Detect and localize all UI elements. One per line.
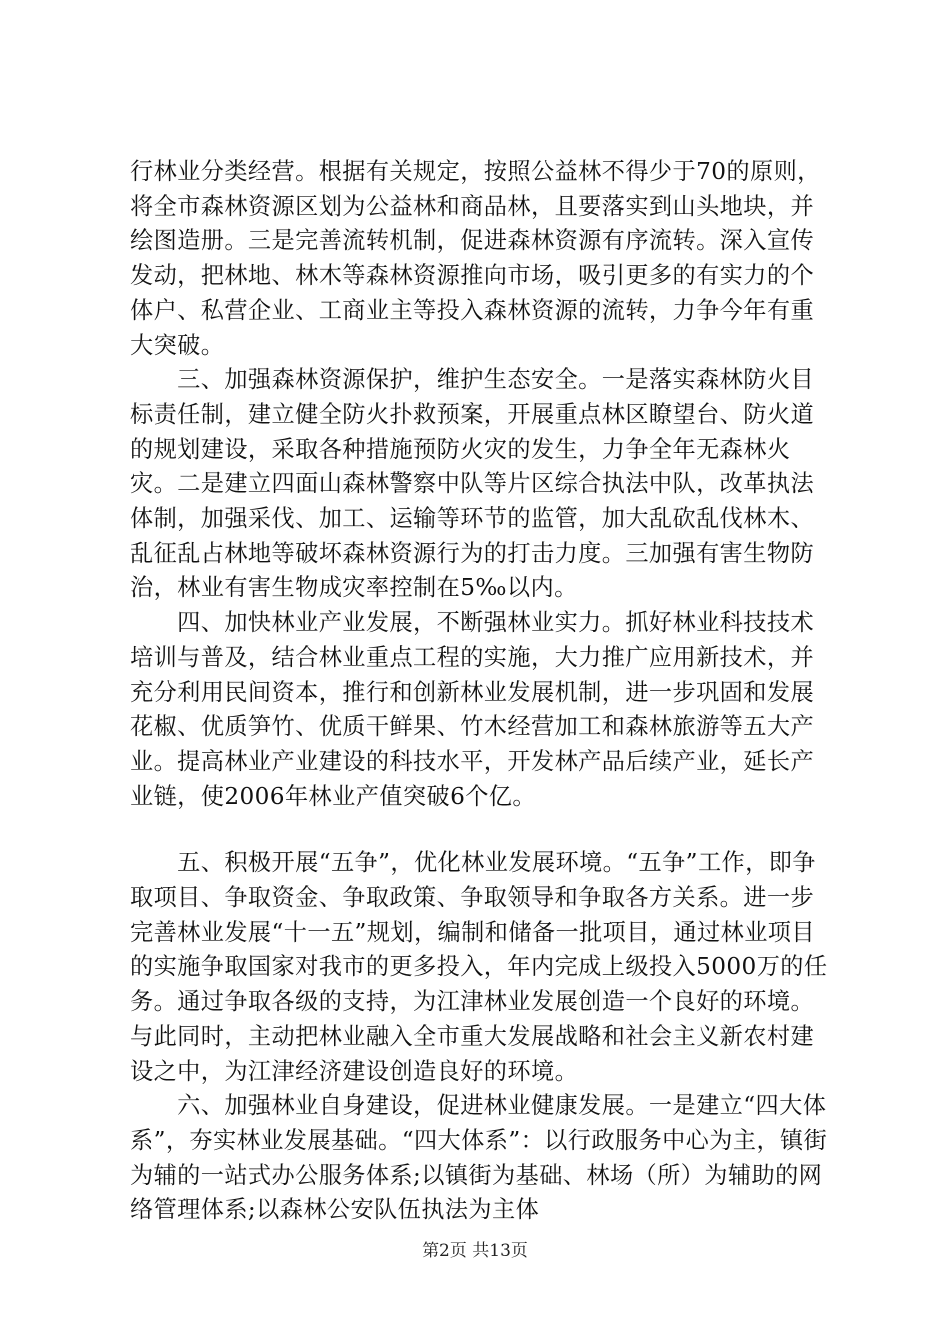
paragraph-forest-protection: 三、加强森林资源保护，维护生态安全。一是落实森林防火目标责任制，建立健全防火扑救预案，开展重点林区瞭望台、防火道的规划建设，采取各种措施预防火灾的发生，力争全年无森林火灾。二是建立四面山森林警察中队等片区综合执法中队，改革执法体制，加强采伐、加工、运输等环节的监管，加大乱砍乱伐林木、乱征乱占林地等破坏森林资源行为的打击力度。三加强有害生物防治，林业有害生物成灾率控制在5‰以内。 bbox=[130, 366, 815, 602]
document-body bbox=[130, 155, 830, 1228]
paragraph-self-construction: 六、加强林业自身建设，促进林业健康发展。一是建立“四大体系”，夯实林业发展基础。“四大体系”：以行政服务中心为主，镇街为辅的一站式办公服务体系;以镇街为基础、林场（所）为辅助的网络管理体系;以森林公安队伍执法为主体 bbox=[130, 1092, 828, 1224]
paragraph-forest-classification: 行林业分类经营。根据有关规定，按照公益林不得少于70的原则，将全市森林资源区划为公益林和商品林，且要落实到山头地块，并绘图造册。三是完善流转机制，促进森林资源有序流转。深入宣传发动，把林地、林木等森林资源推向市场，吸引更多的有实力的个体户、私营企业、工商业主等投入森林资源的流转，力争今年有重大突破。 bbox=[130, 158, 821, 359]
paragraph-industry-development: 四、加快林业产业发展，不断强林业实力。抓好林业科技技术培训与普及，结合林业重点工程的实施，大力推广应用新技术，并充分利用民间资本，推行和创新林业发展机制，进一步巩固和发展花椒、优质笋竹、优质干鲜果、竹木经营加工和森林旅游等五大产业。提高林业产业建设的科技水平，开发林产品后续产业，延长产业链，使2006年林业产值突破6个亿。 bbox=[130, 609, 815, 810]
paragraph-spacer bbox=[130, 814, 830, 846]
page-footer: 第2页 共13页 bbox=[422, 1241, 528, 1261]
paragraph-five-strive: 五、积极开展“五争”，优化林业发展环境。“五争”工作，即争取项目、争取资金、争取政策、争取领导和争取各方关系。进一步完善林业发展“十一五”规划，编制和储备一批项目，通过林业项目的实施争取国家对我市的更多投入，年内完成上级投入5000万的任务。通过争取各级的支持，为江津林业发展创造一个良好的环境。与此同时，主动把林业融入全市重大发展战略和社会主义新农村建设之中，为江津经济建设创造良好的环境。 bbox=[130, 849, 828, 1085]
